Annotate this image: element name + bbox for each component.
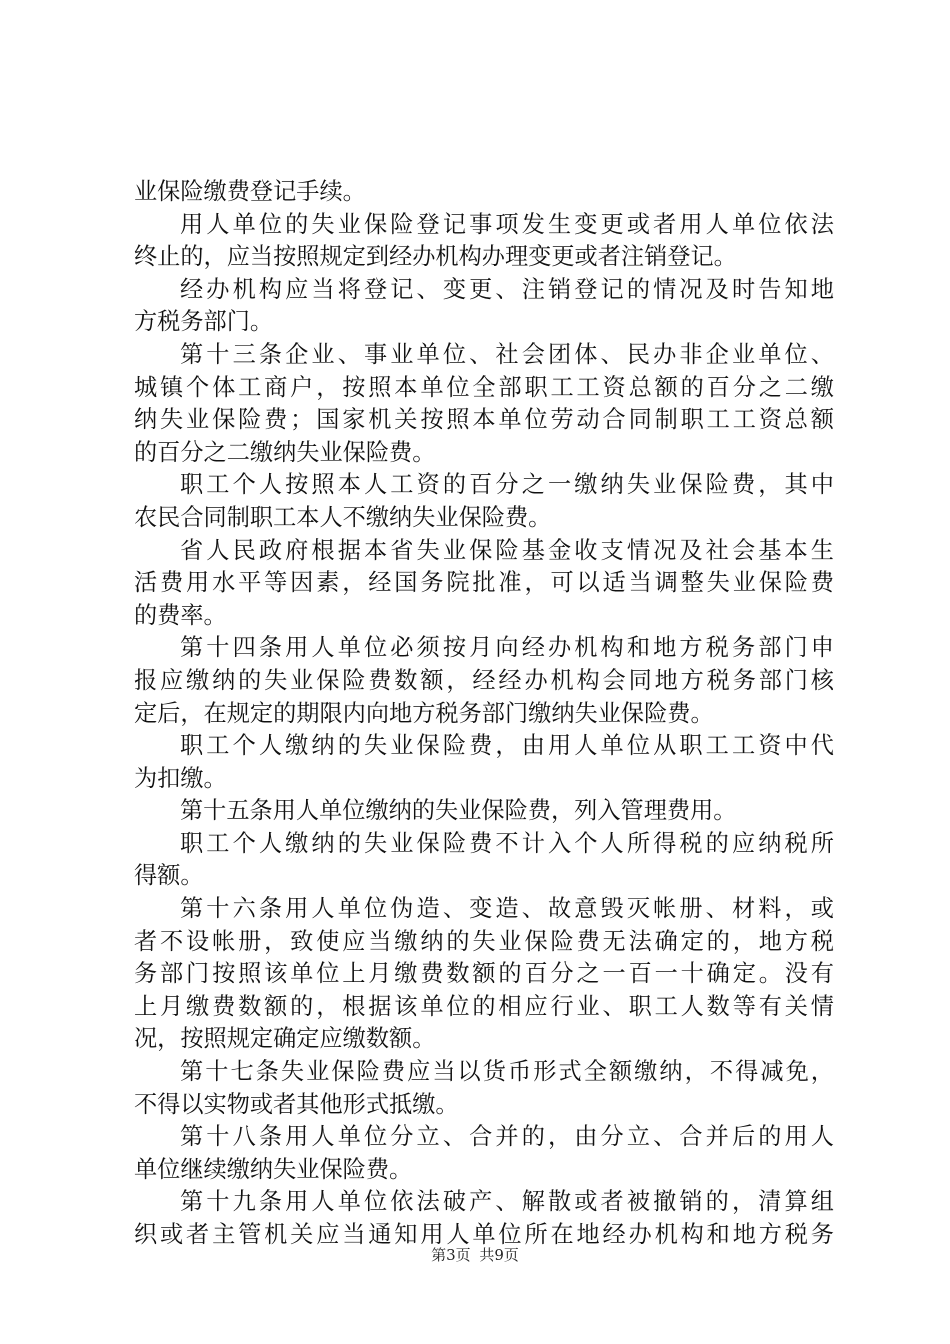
text-line: 织或者主管机关应当通知用人单位所在地经办机构和地方税务 [134, 1221, 834, 1248]
text-line: 经办机构应当将登记、变更、注销登记的情况及时告知地 [180, 275, 834, 303]
text-line: 职工个人缴纳的失业保险费，由用人单位从职工工资中代 [180, 732, 834, 760]
text-line: 为扣缴。 [134, 764, 227, 792]
text-line: 务部门按照该单位上月缴费数额的百分之一百一十确定。没有 [134, 960, 834, 988]
text-line: 方税务部门。 [134, 308, 274, 336]
text-line: 的百分之二缴纳失业保险费。 [134, 438, 436, 466]
text-line: 职工个人按照本人工资的百分之一缴纳失业保险费，其中 [180, 471, 834, 499]
text-line: 况，按照规定确定应缴数额。 [134, 1025, 436, 1053]
text-line: 纳失业保险费；国家机关按照本单位劳动合同制职工工资总额 [134, 406, 834, 434]
document-body [134, 176, 834, 1252]
text-line: 第十九条用人单位依法破产、解散或者被撤销的，清算组 [180, 1188, 834, 1216]
text-line: 省人民政府根据本省失业保险基金收支情况及社会基本生 [180, 536, 834, 564]
text-line: 职工个人缴纳的失业保险费不计入个人所得税的应纳税所 [180, 829, 834, 857]
text-line: 得额。 [134, 862, 204, 890]
text-line: 农民合同制职工本人不缴纳失业保险费。 [134, 503, 552, 531]
text-line: 不得以实物或者其他形式抵缴。 [134, 1090, 459, 1118]
text-line: 定后，在规定的期限内向地方税务部门缴纳失业保险费。 [134, 699, 714, 727]
text-line: 业保险缴费登记手续。 [134, 178, 366, 205]
text-line: 终止的，应当按照规定到经办机构办理变更或者注销登记。 [134, 243, 737, 271]
text-line: 第十八条用人单位分立、合并的，由分立、合并后的用人 [180, 1123, 834, 1151]
text-line: 用人单位的失业保险登记事项发生变更或者用人单位依法 [180, 210, 834, 238]
page-total: 共9页 [479, 1246, 519, 1264]
text-line: 上月缴费数额的，根据该单位的相应行业、职工人数等有关情 [134, 992, 834, 1020]
text-line: 第十六条用人单位伪造、变造、故意毁灭帐册、材料，或 [180, 895, 834, 923]
text-line: 报应缴纳的失业保险费数额，经经办机构会同地方税务部门核 [134, 666, 834, 694]
text-line: 活费用水平等因素，经国务院批准，可以适当调整失业保险费 [134, 569, 834, 597]
text-line: 第十五条用人单位缴纳的失业保险费，列入管理费用。 [180, 797, 737, 825]
text-line: 城镇个体工商户，按照本单位全部职工工资总额的百分之二缴 [134, 373, 834, 401]
page-number: 第3页 [431, 1246, 471, 1264]
text-line: 第十七条失业保险费应当以货币形式全额缴纳，不得减免， [180, 1058, 834, 1086]
text-line: 第十三条企业、事业单位、社会团体、民办非企业单位、 [180, 340, 834, 368]
text-line: 第十四条用人单位必须按月向经办机构和地方税务部门申 [180, 634, 834, 662]
page-footer [0, 1244, 950, 1265]
text-line: 的费率。 [134, 601, 227, 629]
text-line: 者不设帐册，致使应当缴纳的失业保险费无法确定的，地方税 [134, 927, 834, 955]
text-line: 单位继续缴纳失业保险费。 [134, 1155, 413, 1183]
